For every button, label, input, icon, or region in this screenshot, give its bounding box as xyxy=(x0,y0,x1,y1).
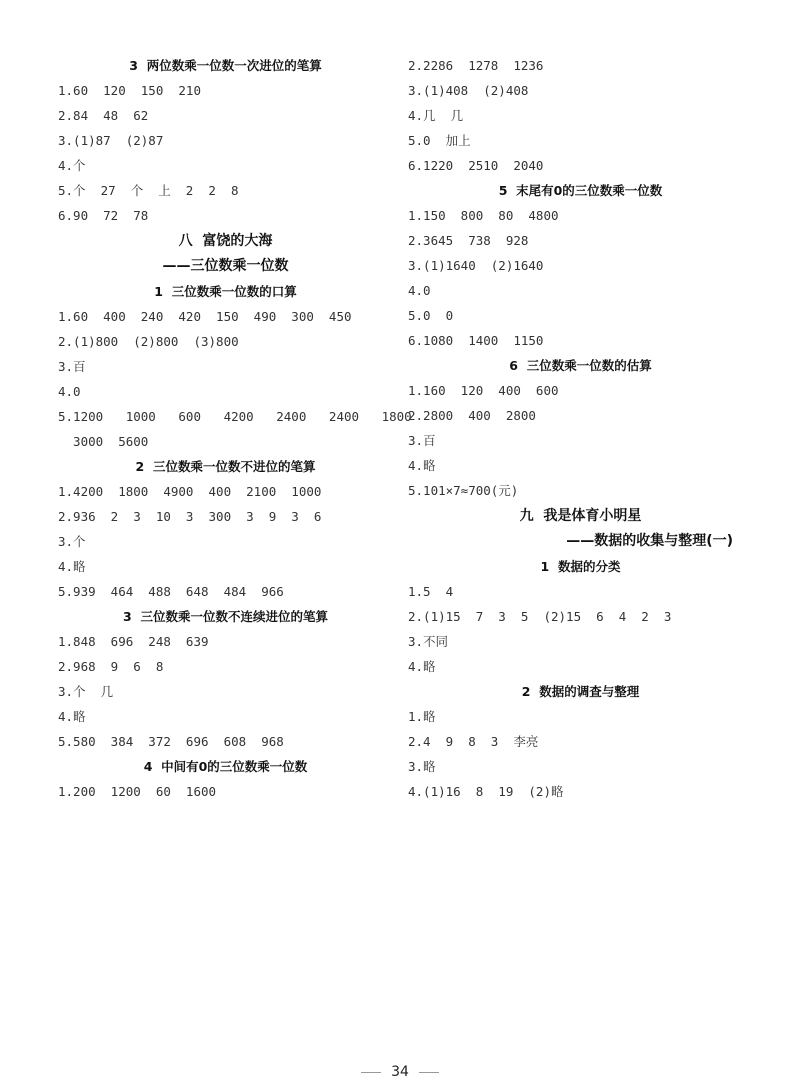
right-column xyxy=(408,53,753,804)
section-title: 3 三位数乘一位数不连续进位的笔算 xyxy=(123,609,328,624)
answer-line: 2.(1)800 (2)800 (3)800 xyxy=(58,334,239,349)
chapter-title: 九 我是体育小明星 xyxy=(519,508,642,524)
chapter-subtitle: ——数据的收集与整理(一) xyxy=(566,533,733,549)
answer-line: 5.0 加上 xyxy=(408,133,471,148)
answer-line: 5.580 384 372 696 608 968 xyxy=(58,734,284,749)
answer-line: 1.4200 1800 4900 400 2100 1000 xyxy=(58,484,322,499)
page-number: 34 xyxy=(391,1064,409,1080)
answer-line: 1.160 120 400 600 xyxy=(408,383,559,398)
answer-line: 1.5 4 xyxy=(408,584,454,599)
answer-line: 1.150 800 80 4800 xyxy=(408,208,559,223)
page-footer xyxy=(0,1062,800,1082)
answer-line: 3.个 几 xyxy=(58,684,114,699)
answer-line: 1.200 1200 60 1600 xyxy=(58,784,217,799)
answer-line: 3.(1)1640 (2)1640 xyxy=(408,258,544,273)
answer-line: 2.2286 1278 1236 xyxy=(408,58,544,73)
answer-line: 5.101×7≈700(元) xyxy=(408,483,519,498)
section-title: 1 数据的分类 xyxy=(540,559,621,574)
section-title: 1 三位数乘一位数的口算 xyxy=(154,284,297,299)
chapter-title: 八 富饶的大海 xyxy=(178,233,273,249)
answer-line: 4.略 xyxy=(408,659,436,674)
answer-line: 4.个 xyxy=(58,158,86,173)
answer-line: 2.84 48 62 xyxy=(58,108,149,123)
answer-line: 4.略 xyxy=(408,458,436,473)
answer-line: 5.个 27 个 上 2 2 8 xyxy=(58,183,239,198)
answer-line: 6.1220 2510 2040 xyxy=(408,158,544,173)
footer-dash-right xyxy=(419,1072,439,1073)
answer-line: 6.90 72 78 xyxy=(58,208,149,223)
answer-line: 4.(1)16 8 19 (2)略 xyxy=(408,784,564,799)
section-title: 3 两位数乘一位数一次进位的笔算 xyxy=(129,58,322,73)
section-title: 2 数据的调查与整理 xyxy=(521,684,640,699)
answer-line: 4.0 xyxy=(58,384,81,399)
answer-line: 3.个 xyxy=(58,534,86,549)
answer-line: 3.百 xyxy=(408,433,436,448)
section-title: 4 中间有0的三位数乘一位数 xyxy=(143,759,308,774)
answer-line: 5.1200 1000 600 4200 2400 2400 1800 xyxy=(58,409,412,424)
answer-line: 4.几 几 xyxy=(408,108,464,123)
answer-line: 2.3645 738 928 xyxy=(408,233,529,248)
answer-line: 2.4 9 8 3 李亮 xyxy=(408,734,539,749)
answer-line: 5.939 464 488 648 484 966 xyxy=(58,584,284,599)
section-title: 2 三位数乘一位数不进位的笔算 xyxy=(135,459,316,474)
answer-line: 3.不同 xyxy=(408,634,449,649)
answer-line: 4.0 xyxy=(408,283,431,298)
answer-line: 2.(1)15 7 3 5 (2)15 6 4 2 3 xyxy=(408,609,672,624)
left-column xyxy=(58,53,412,804)
answer-line: 3.(1)87 (2)87 xyxy=(58,133,164,148)
answer-line: 5.0 0 xyxy=(408,308,454,323)
answer-line: 1.848 696 248 639 xyxy=(58,634,209,649)
answer-line: 6.1080 1400 1150 xyxy=(408,333,544,348)
answer-line: 4.略 xyxy=(58,709,86,724)
answer-line: 1.略 xyxy=(408,709,436,724)
answer-line: 2.968 9 6 8 xyxy=(58,659,164,674)
answer-line: 3.百 xyxy=(58,359,86,374)
chapter-subtitle: ——三位数乘一位数 xyxy=(162,258,289,274)
answer-line: 1.60 120 150 210 xyxy=(58,83,201,98)
answer-line: 3000 5600 xyxy=(58,434,149,449)
footer-dash-left xyxy=(361,1072,381,1073)
answer-line: 2.2800 400 2800 xyxy=(408,408,536,423)
answer-line: 3.略 xyxy=(408,759,436,774)
answer-line: 4.略 xyxy=(58,559,86,574)
answer-line: 2.936 2 3 10 3 300 3 9 3 6 xyxy=(58,509,322,524)
answer-line: 3.(1)408 (2)408 xyxy=(408,83,529,98)
section-title: 6 三位数乘一位数的估算 xyxy=(509,358,652,373)
answer-line: 1.60 400 240 420 150 490 300 450 xyxy=(58,309,352,324)
section-title: 5 末尾有0的三位数乘一位数 xyxy=(498,183,663,198)
